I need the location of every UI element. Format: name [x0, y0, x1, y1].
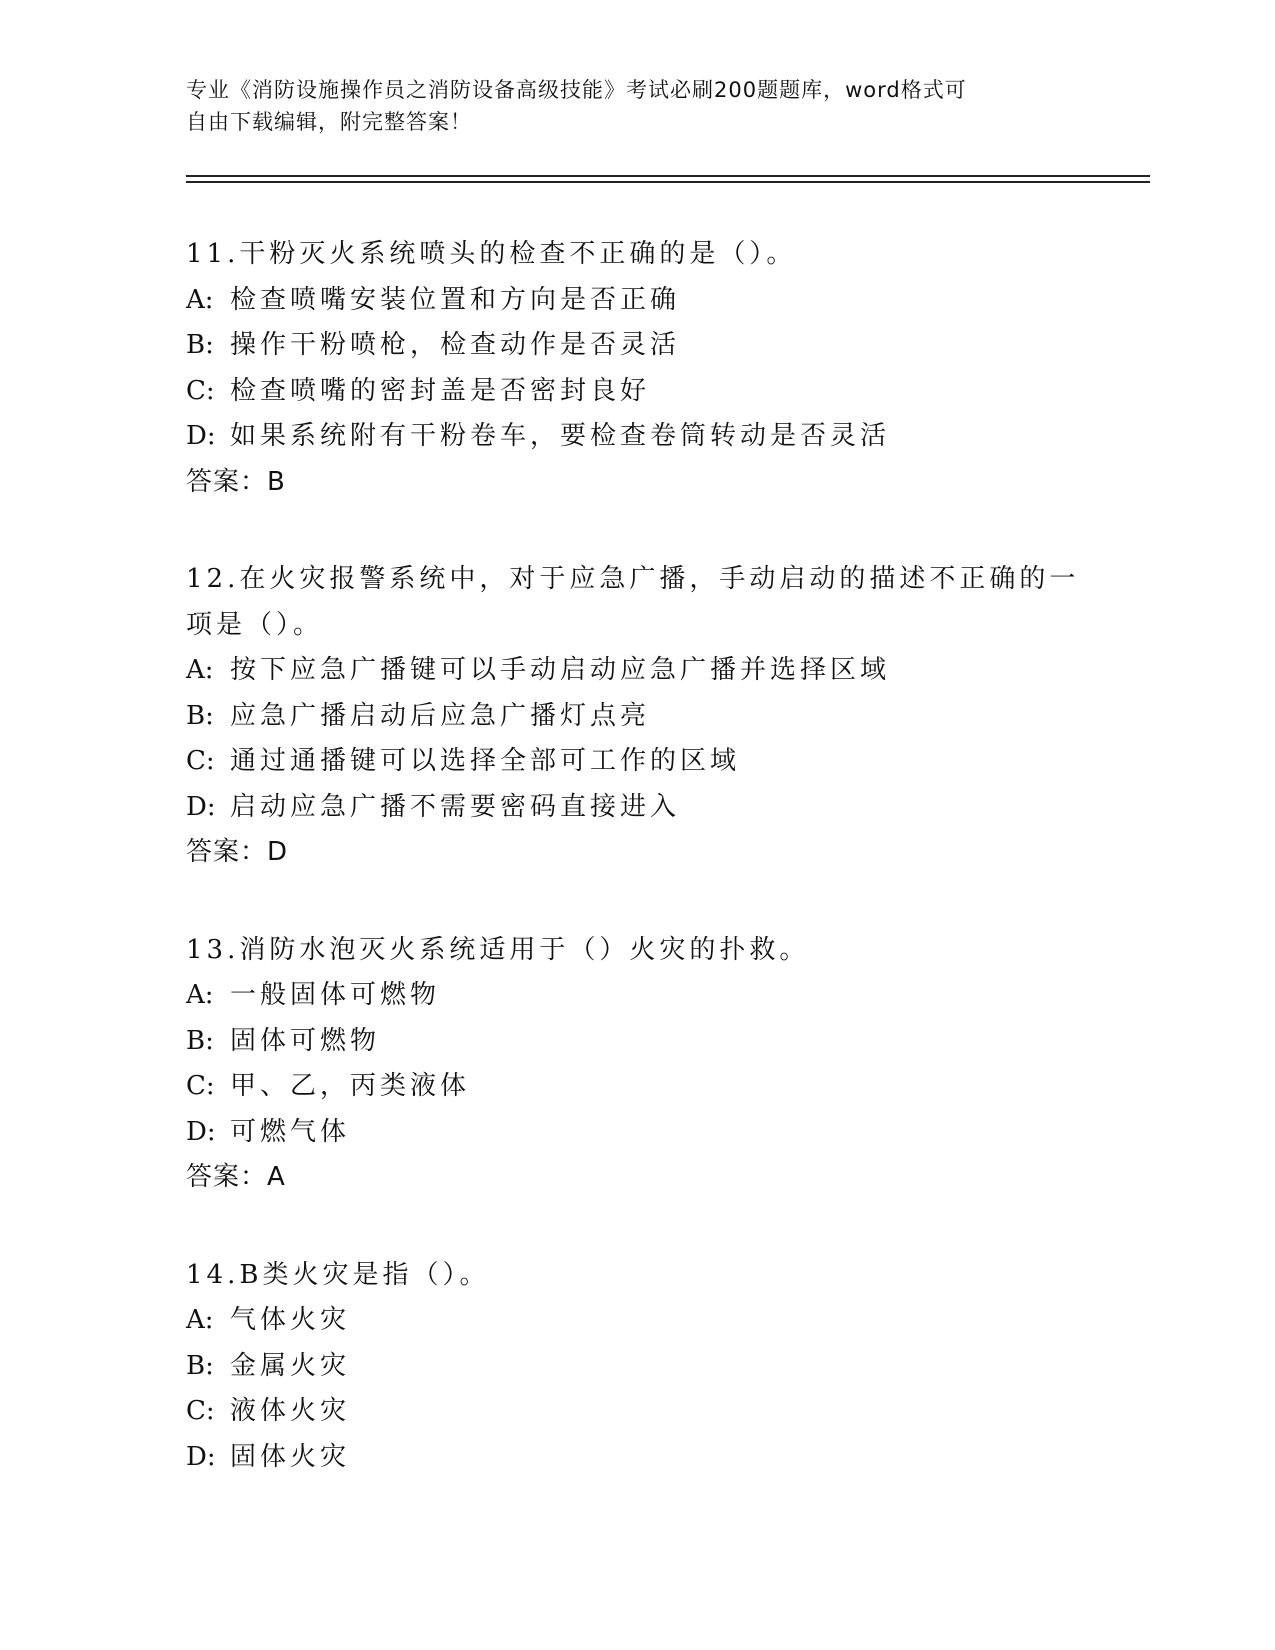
option-c [186, 369, 1086, 415]
document-header [186, 74, 1066, 138]
option-b [186, 694, 1086, 740]
option-text: 检查喷嘴安装位置和方向是否正确 [230, 284, 681, 315]
option-text: 固体火灾 [230, 1441, 351, 1472]
option-text: 金属火灾 [230, 1350, 351, 1381]
header-divider-top [186, 175, 1150, 177]
option-text: 通过通播键可以选择全部可工作的区域 [230, 746, 741, 776]
option-text: 气体火灾 [230, 1305, 351, 1335]
option-text: 检查喷嘴的密封盖是否密封良好 [230, 375, 651, 406]
option-letter: B: [186, 1025, 214, 1056]
option-text: 按下应急广播键可以手动启动应急广播并选择区域 [230, 655, 891, 685]
option-letter: B: [186, 330, 214, 360]
answer-line: 答案：A [186, 1162, 286, 1192]
option-text: 液体火灾 [230, 1396, 351, 1426]
option-text: 一般固体可燃物 [230, 980, 441, 1010]
option-d [186, 1110, 1086, 1156]
option-letter: B: [186, 1350, 214, 1381]
option-c [186, 739, 1086, 785]
option-letter: A: [186, 655, 214, 685]
option-letter: D: [186, 421, 216, 451]
option-d [186, 414, 1086, 460]
option-letter: C: [186, 375, 215, 406]
option-letter: B: [186, 700, 214, 731]
question-12 [186, 557, 1086, 876]
option-b [186, 323, 1086, 369]
option-text: 甲、乙，丙类液体 [230, 1071, 471, 1101]
question-13 [186, 928, 1086, 1201]
header-divider-bottom [186, 181, 1150, 183]
option-b [186, 1344, 1086, 1390]
option-letter: A: [186, 284, 214, 315]
option-letter: C: [186, 746, 215, 776]
option-text: 启动应急广播不需要密码直接进入 [230, 791, 681, 822]
option-text: 固体可燃物 [230, 1025, 381, 1056]
option-letter: D: [186, 1116, 216, 1147]
question-14 [186, 1253, 1086, 1481]
option-letter: D: [186, 1441, 216, 1472]
option-a [186, 973, 1086, 1019]
option-letter: A: [186, 980, 214, 1010]
option-c [186, 1389, 1086, 1435]
option-letter: D: [186, 791, 216, 822]
question-stem: 12.在火灾报警系统中，对于应急广播，手动启动的描述不正确的一项是（）。 [186, 564, 1080, 640]
option-letter: C: [186, 1396, 215, 1426]
option-letter: C: [186, 1071, 215, 1101]
option-c [186, 1064, 1086, 1110]
option-d [186, 1435, 1086, 1481]
question-stem: 11.干粉灭火系统喷头的检查不正确的是（）。 [186, 239, 797, 269]
option-letter: A: [186, 1305, 214, 1335]
question-stem: 13.消防水泡灭火系统适用于（）火灾的扑救。 [186, 934, 810, 965]
option-d [186, 785, 1086, 831]
option-text: 应急广播启动后应急广播灯点亮 [230, 700, 651, 731]
option-text: 可燃气体 [230, 1116, 351, 1147]
option-a [186, 1298, 1086, 1344]
option-a [186, 278, 1086, 324]
header-line-1: 专业《消防设施操作员之消防设备高级技能》考试必刷200题题库，word格式可 [186, 78, 967, 102]
option-text: 操作干粉喷枪，检查动作是否灵活 [230, 330, 681, 360]
question-list [186, 232, 1086, 1532]
option-text: 如果系统附有干粉卷车，要检查卷筒转动是否灵活 [230, 421, 891, 451]
header-line-2: 自由下载编辑，附完整答案！ [186, 110, 472, 134]
option-b [186, 1019, 1086, 1065]
answer-line: 答案：B [186, 466, 286, 497]
question-stem: 14.B类火灾是指（）。 [186, 1259, 490, 1290]
question-11 [186, 232, 1086, 505]
answer-line: 答案：D [186, 837, 289, 867]
option-a [186, 648, 1086, 694]
